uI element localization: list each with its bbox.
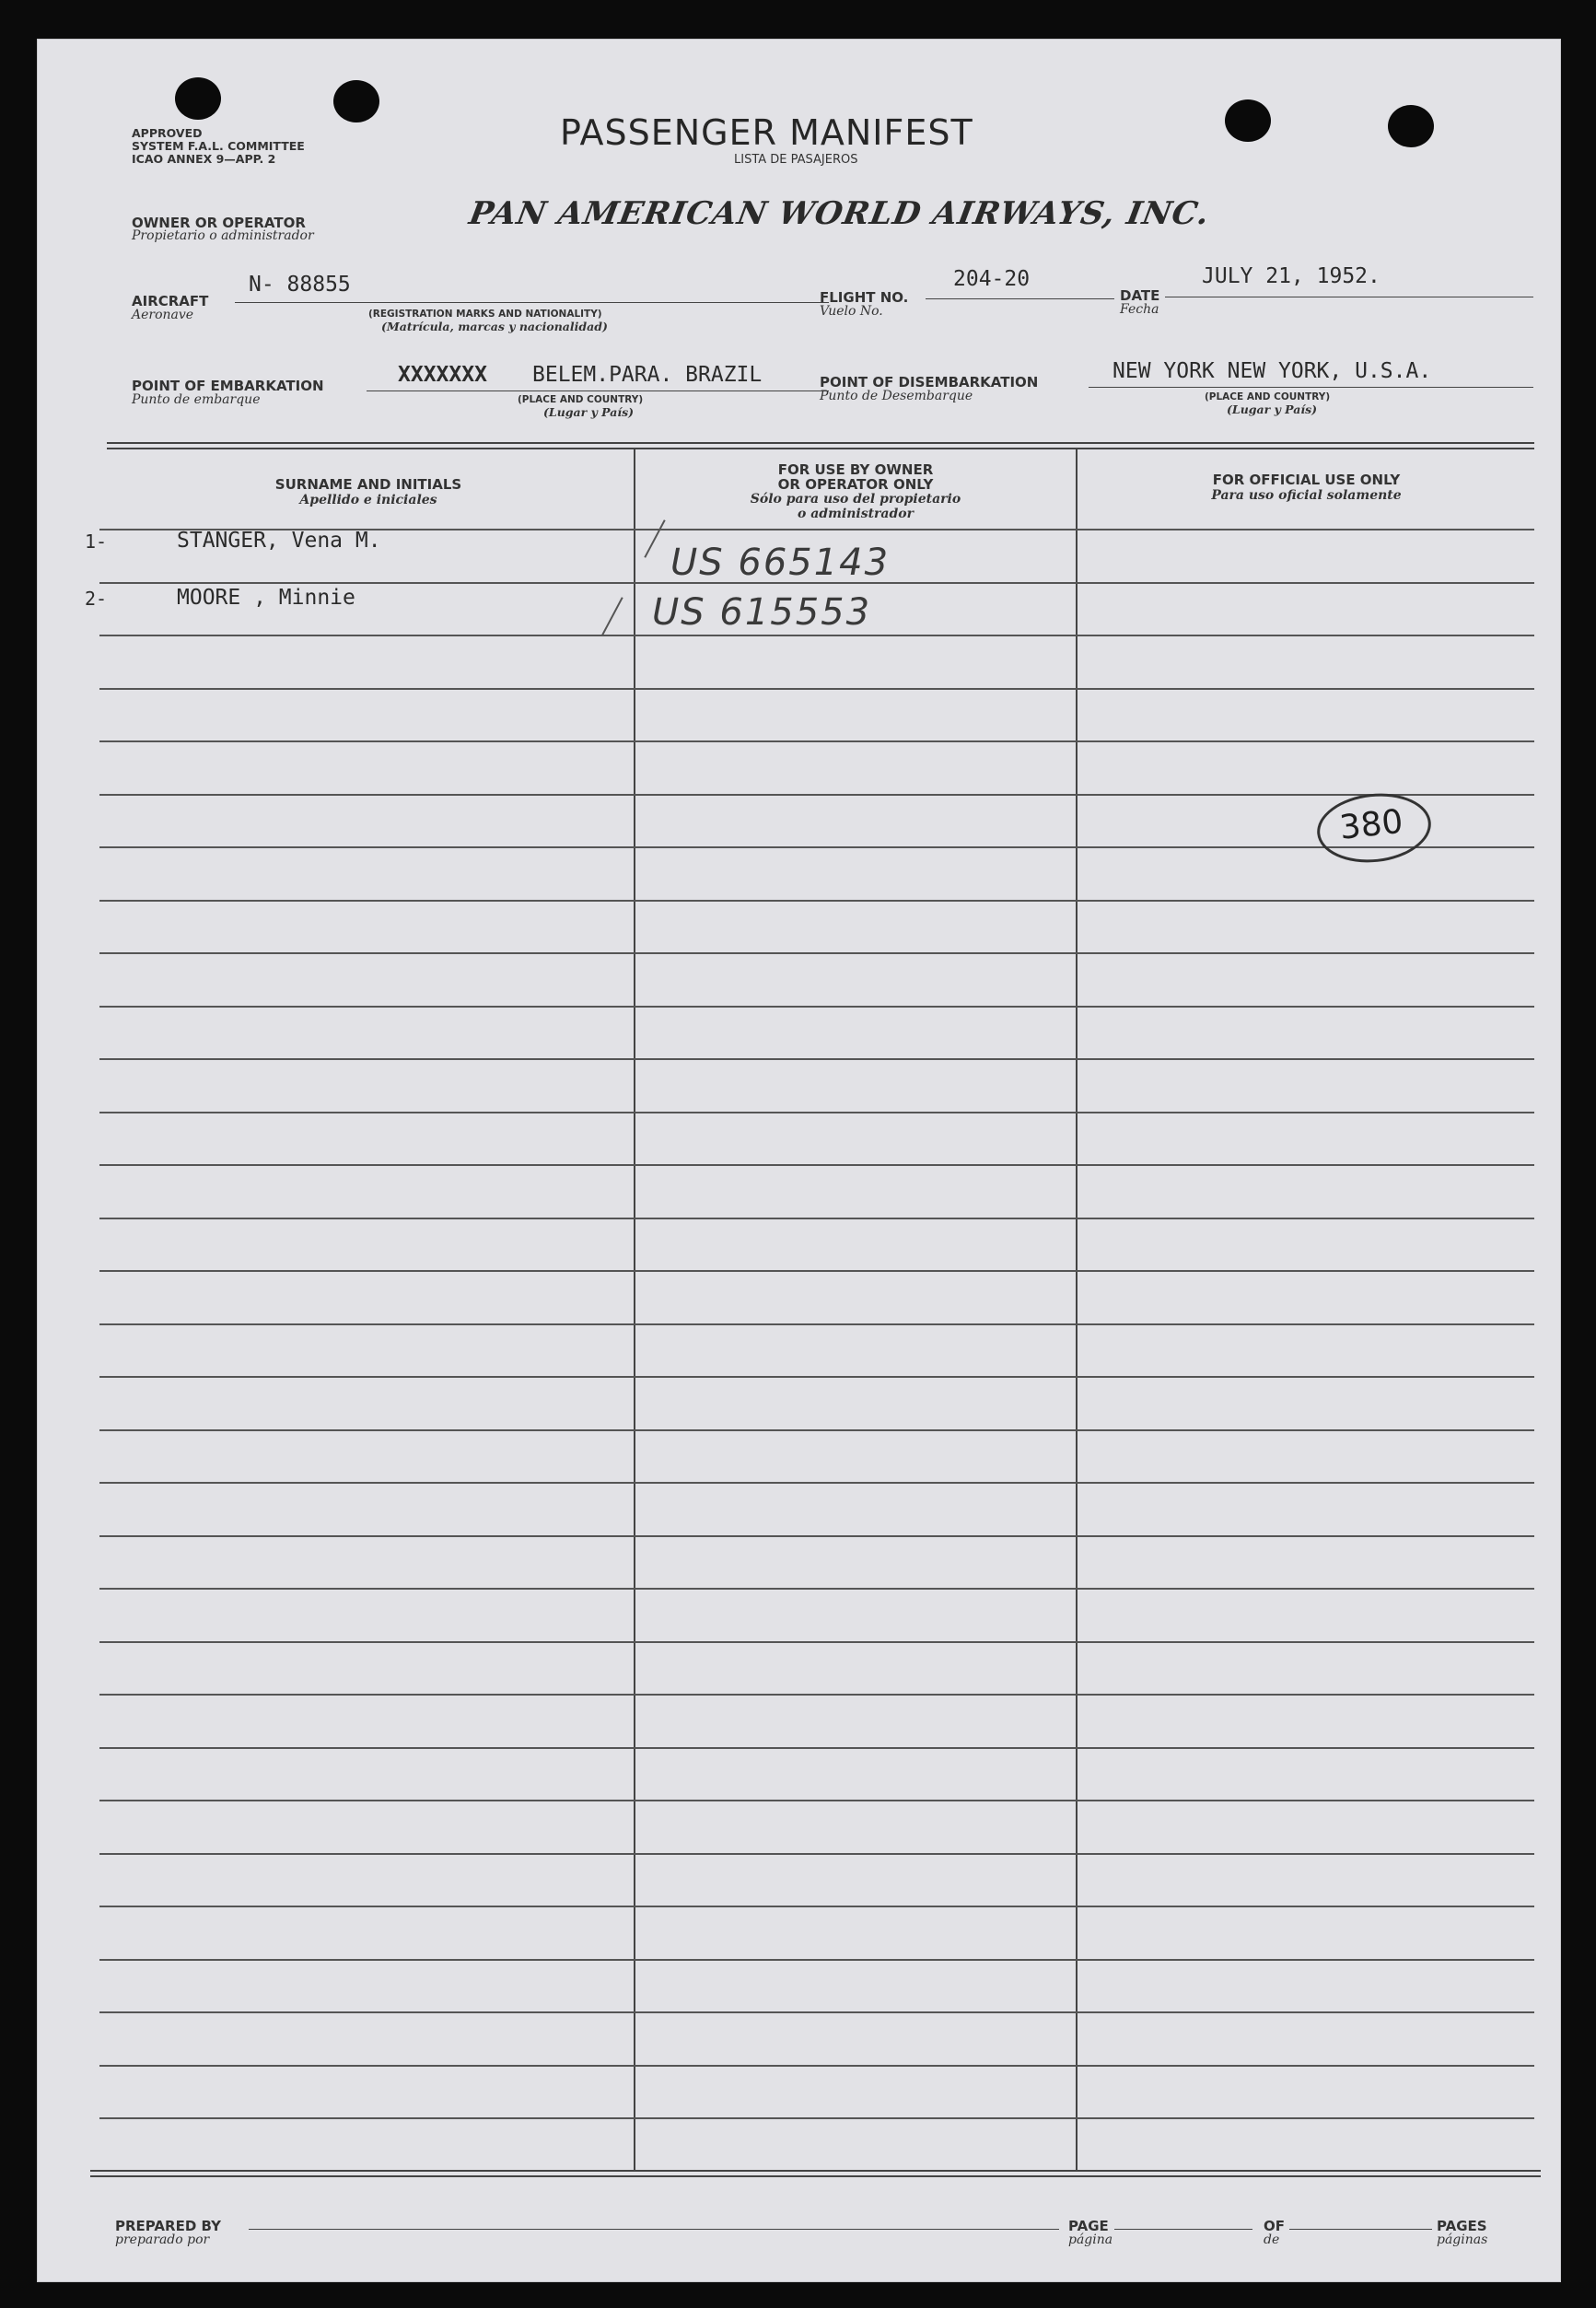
disembarkation-sublabel-es: (Lugar y País)	[1227, 402, 1318, 416]
pages-label-es: páginas	[1437, 2232, 1488, 2247]
table-row-line	[99, 1959, 1534, 1961]
table-row-line	[99, 635, 1534, 636]
aircraft-sublabel: (REGISTRATION MARKS AND NATIONALITY)	[368, 309, 602, 320]
table-row-line	[99, 794, 1534, 796]
owner-use-column-header	[637, 462, 1074, 521]
table-top-rule	[107, 442, 1534, 444]
aircraft-value: N- 88855	[249, 273, 351, 297]
page-subtitle: LISTA DE PASAJEROS	[734, 153, 858, 167]
passenger-name: STANGER, Vena M.	[177, 529, 381, 553]
column-divider	[634, 448, 635, 2170]
punch-hole	[333, 80, 379, 122]
table-row-line	[99, 1164, 1534, 1166]
approval-note	[132, 127, 305, 166]
punch-hole	[1388, 105, 1434, 147]
owner-use-header-line: OR OPERATOR ONLY	[777, 476, 934, 493]
date-value: JULY 21, 1952.	[1202, 264, 1380, 288]
passenger-number: 2-	[85, 588, 108, 610]
table-row-line	[99, 1641, 1534, 1643]
disembarkation-label: POINT OF DISEMBARKATION	[820, 374, 1039, 390]
owner-label: OWNER OR OPERATOR	[132, 215, 306, 231]
surname-header-label-es: Apellido e iniciales	[299, 493, 437, 507]
table-row-line	[99, 1058, 1534, 1060]
table-row-line	[99, 900, 1534, 902]
table-row-line	[99, 1800, 1534, 1801]
date-label: DATE	[1120, 287, 1160, 304]
owner-use-header-line-es: o administrador	[798, 507, 914, 521]
owner-use-header-line: FOR USE BY OWNER	[777, 461, 934, 478]
table-row-line	[99, 1747, 1534, 1749]
table-bottom-rule	[90, 2170, 1541, 2172]
official-column-header	[1079, 472, 1533, 503]
aircraft-label: AIRCRAFT	[132, 293, 209, 309]
page-underline	[1114, 2229, 1252, 2230]
table-row-line	[99, 1218, 1534, 1219]
of-underline	[1289, 2229, 1432, 2230]
embarkation-underline	[367, 390, 829, 391]
flight-underline	[926, 298, 1114, 299]
table-row-line	[99, 2065, 1534, 2067]
embarkation-label-es: Punto de embarque	[132, 392, 261, 407]
surname-column-header	[111, 476, 626, 507]
manifest-sheet	[37, 39, 1561, 2282]
table-row-line	[99, 1906, 1534, 1907]
stamp-value: 380	[1337, 802, 1405, 847]
table-bottom-rule	[90, 2175, 1541, 2177]
table-row-line	[99, 740, 1534, 742]
page-number-stamp	[1313, 788, 1434, 868]
approval-line: APPROVED	[132, 126, 203, 140]
owner-label-es: Propietario o administrador	[132, 228, 314, 243]
flight-label-es: Vuelo No.	[820, 304, 883, 319]
flight-label: FLIGHT NO.	[820, 289, 909, 306]
check-mark	[601, 597, 623, 635]
check-mark	[644, 519, 665, 558]
page-title: PASSENGER MANIFEST	[560, 112, 973, 153]
passenger-number: 1-	[85, 530, 108, 553]
aircraft-sublabel-es: (Matrícula, marcas y nacionalidad)	[381, 320, 608, 333]
table-row-line	[99, 1588, 1534, 1590]
date-label-es: Fecha	[1120, 302, 1159, 317]
of-label: OF	[1264, 2218, 1285, 2234]
table-row-line	[99, 952, 1534, 954]
approval-line: ICAO ANNEX 9—APP. 2	[132, 152, 276, 166]
pages-label: PAGES	[1437, 2218, 1487, 2234]
table-row-line	[99, 1694, 1534, 1696]
embarkation-label: POINT OF EMBARKATION	[132, 378, 324, 394]
table-row-line	[99, 2117, 1534, 2119]
table-row-line	[99, 1482, 1534, 1484]
passenger-owner-note: US 665143	[670, 542, 891, 584]
passenger-name: MOORE , Minnie	[177, 586, 355, 610]
table-row-line	[99, 1270, 1534, 1272]
table-row-line	[99, 1535, 1534, 1537]
page-label: PAGE	[1068, 2218, 1109, 2234]
page-label-es: página	[1068, 2232, 1113, 2247]
official-header-label-es: Para uso oficial solamente	[1211, 488, 1402, 503]
owner-name: PAN AMERICAN WORLD AIRWAYS, INC.	[466, 195, 1213, 232]
surname-header-label: SURNAME AND INITIALS	[274, 476, 462, 493]
passenger-owner-note: US 615553	[652, 591, 872, 634]
disembarkation-underline	[1089, 387, 1533, 388]
embarkation-sublabel: (PLACE AND COUNTRY)	[518, 394, 644, 405]
table-row-line	[99, 1376, 1534, 1378]
embarkation-struck: XXXXXXX	[398, 363, 487, 387]
table-top-rule	[107, 448, 1534, 449]
table-row-line	[99, 1323, 1534, 1325]
disembarkation-label-es: Punto de Desembarque	[820, 389, 973, 403]
disembarkation-value: NEW YORK NEW YORK, U.S.A.	[1113, 359, 1432, 383]
table-row-line	[99, 2011, 1534, 2013]
prepared-by-label: PREPARED BY	[115, 2218, 221, 2234]
table-row-line	[99, 1006, 1534, 1008]
aircraft-underline	[235, 302, 829, 303]
aircraft-label-es: Aeronave	[132, 308, 194, 322]
punch-hole	[175, 77, 221, 120]
owner-use-header-line-es: Sólo para uso del propietario	[750, 492, 961, 507]
approval-line: SYSTEM F.A.L. COMMITTEE	[132, 139, 305, 153]
embarkation-value: BELEM.PARA. BRAZIL	[532, 363, 763, 387]
flight-value: 204-20	[953, 267, 1031, 291]
table-row-line	[99, 1112, 1534, 1113]
disembarkation-sublabel: (PLACE AND COUNTRY)	[1205, 391, 1331, 402]
prepared-by-label-es: preparado por	[115, 2232, 210, 2247]
table-row-line	[99, 846, 1534, 848]
of-label-es: de	[1264, 2232, 1280, 2247]
prepared-by-underline	[249, 2229, 1059, 2230]
column-divider	[1076, 448, 1078, 2170]
table-row-line	[99, 1429, 1534, 1431]
official-header-label: FOR OFFICIAL USE ONLY	[1212, 472, 1401, 488]
table-row-line	[99, 1853, 1534, 1855]
embarkation-sublabel-es: (Lugar y País)	[543, 405, 635, 419]
table-row-line	[99, 688, 1534, 690]
punch-hole	[1225, 99, 1271, 142]
